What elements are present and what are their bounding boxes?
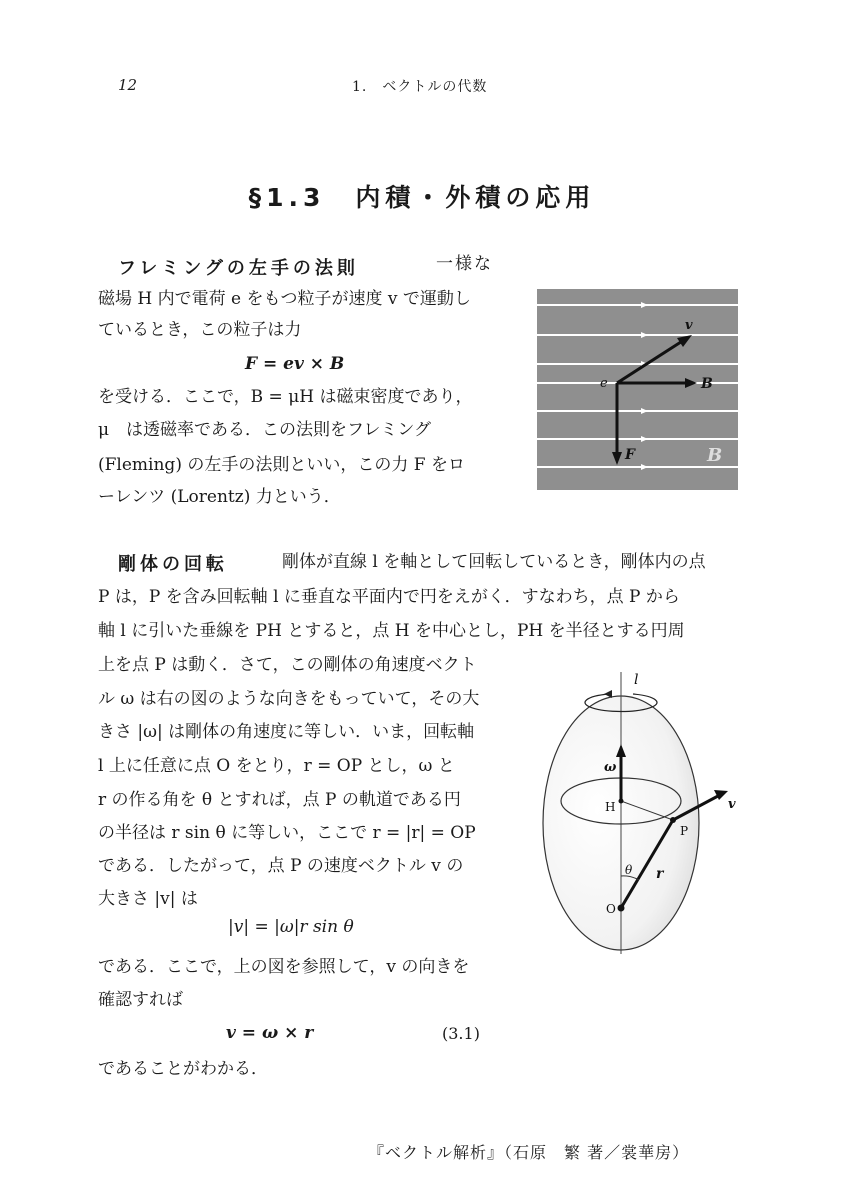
rotation-figure: [538, 668, 750, 958]
point-o: [618, 905, 625, 912]
cross-product-equation: v = ω × r: [226, 1023, 314, 1043]
equation-number: (3.1): [442, 1024, 480, 1043]
fleming-heading: フレミングの左手の法則: [118, 258, 359, 279]
running-head: 1. ベクトルの代数: [352, 79, 488, 95]
fleming-line-7: ーレンツ (Lorentz) 力という．: [98, 487, 341, 507]
fleming-line-1: 磁場 H 内で電荷 e をもつ粒子が速度 v で運動し: [98, 289, 471, 309]
rotation-line-3: 上を点 P は動く．さて，この剛体の角速度ベクト: [98, 655, 477, 675]
label-l: l: [634, 672, 639, 688]
rotation-line-10: 大きさ |v| は: [98, 889, 198, 909]
rotation-line-16: であることがわかる．: [98, 1059, 268, 1079]
label-e: e: [600, 376, 608, 391]
label-b-corner: B: [707, 445, 723, 466]
rotation-line-9: である．したがって，点 P の速度ベクトル v の: [98, 856, 464, 876]
label-o: O: [606, 902, 616, 916]
rotation-heading: 剛体の回転: [118, 554, 228, 575]
fleming-line-6: (Fleming) の左手の法則といい，この力 F をロ: [98, 455, 465, 475]
section-title: §1.3 内積・外積の応用: [248, 183, 596, 212]
speed-equation: |v| = |ω|r sin θ: [228, 917, 354, 937]
rotation-line-13: 確認すれば: [98, 990, 183, 1010]
point-p: [670, 817, 676, 823]
rotation-arrowhead: [604, 690, 612, 698]
fleming-line-4: を受ける．ここで，B = μH は磁束密度であり，: [98, 387, 473, 407]
label-b: B: [701, 376, 713, 392]
lorentz-equation: F = ev × B: [245, 354, 345, 374]
fleming-line-5: μ は透磁率である．この法則をフレミング: [98, 420, 432, 440]
fleming-line-0: 一様な: [436, 254, 493, 274]
label-v: v: [685, 318, 693, 333]
label-v-rot: v: [728, 797, 736, 812]
rotation-line-8: の半径は r sin θ に等しい，ここで r = |r| = OP: [98, 823, 476, 843]
rotation-line-4: ル ω は右の図のような向きをもっていて，その大: [98, 689, 480, 709]
rotation-line-6: l 上に任意に点 O をとり，r = OP とし，ω と: [98, 756, 455, 776]
label-p: P: [680, 824, 689, 838]
rotation-line-1: P は，P を含み回転軸 l に垂直な平面内で円をえがく．すなわち，点 P から: [98, 587, 680, 607]
rotation-line-5: きさ |ω| は剛体の角速度に等しい．いま，回転軸: [98, 722, 475, 742]
label-theta: θ: [625, 863, 633, 877]
label-omega: ω: [604, 760, 617, 775]
rotation-line-2: 軸 l に引いた垂線を PH とすると，点 H を中心とし，PH を半径とする円周: [98, 621, 685, 641]
fleming-line-2: ているとき，この粒子は力: [98, 320, 302, 340]
page-number: 12: [118, 76, 138, 94]
label-r: r: [656, 866, 664, 882]
rotation-line-0: 剛体が直線 l を軸として回転しているとき，剛体内の点: [282, 552, 706, 572]
book-citation: 『ベクトル解析』（石原 繁 著／裳華房）: [368, 1143, 690, 1162]
rotation-line-12: である．ここで，上の図を参照して，v の向きを: [98, 957, 470, 977]
rotation-line-7: r の作る角を θ とすれば，点 P の軌道である円: [98, 790, 461, 810]
label-f: F: [625, 447, 635, 463]
point-h: [619, 799, 624, 804]
fleming-figure: [537, 289, 738, 490]
label-h: H: [605, 800, 616, 814]
